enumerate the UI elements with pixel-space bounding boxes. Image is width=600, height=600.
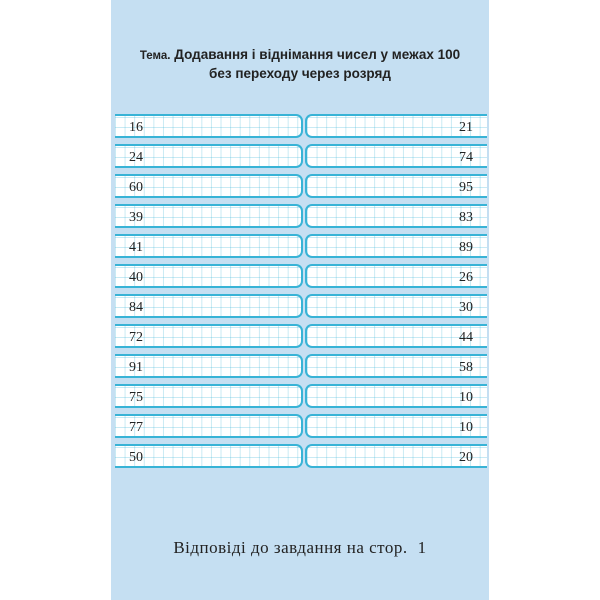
answer-row (111, 444, 489, 468)
answer-cell-left (115, 414, 303, 438)
answer-cell-left (115, 174, 303, 198)
answer-value-right: 83 (459, 210, 473, 225)
answer-cell-left (115, 264, 303, 288)
answer-value-right: 74 (459, 150, 473, 165)
answer-value-right: 95 (459, 180, 473, 195)
answer-value-left: 40 (129, 270, 143, 285)
answer-cell-left (115, 324, 303, 348)
answer-cell-left (115, 234, 303, 258)
answer-row (111, 144, 489, 168)
answer-value-left: 75 (129, 390, 143, 405)
answer-row (111, 204, 489, 228)
answer-row (111, 174, 489, 198)
answer-value-left: 91 (129, 360, 143, 375)
page-title (111, 46, 489, 82)
answer-value-right: 20 (459, 450, 473, 465)
answer-cell-left (115, 354, 303, 378)
answer-value-right: 89 (459, 240, 473, 255)
title-line-2: без переходу через розряд (209, 66, 391, 81)
answer-grid (111, 114, 489, 468)
answer-cell-right (305, 174, 487, 198)
answer-cell-right (305, 144, 487, 168)
title-line-1: Додавання і віднімання чисел у межах 100 (174, 47, 461, 62)
answer-value-right: 30 (459, 300, 473, 315)
answer-card (111, 0, 489, 600)
answer-cell-right (305, 264, 487, 288)
answer-row (111, 384, 489, 408)
answer-cell-right (305, 294, 487, 318)
answer-cell-left (115, 144, 303, 168)
answer-cell-left (115, 294, 303, 318)
answer-cell-right (305, 444, 487, 468)
answer-cell-right (305, 384, 487, 408)
answer-value-left: 39 (129, 210, 143, 225)
answer-cell-right (305, 354, 487, 378)
answer-cell-right (305, 234, 487, 258)
answer-row (111, 354, 489, 378)
answers-footer (111, 538, 489, 558)
answer-value-left: 77 (129, 420, 143, 435)
answer-value-left: 72 (129, 330, 143, 345)
answer-value-left: 24 (129, 150, 143, 165)
answer-row (111, 414, 489, 438)
answer-row (111, 294, 489, 318)
answer-row (111, 234, 489, 258)
answer-row (111, 114, 489, 138)
answer-value-left: 60 (129, 180, 143, 195)
answer-cell-right (305, 414, 487, 438)
answer-cell-left (115, 384, 303, 408)
answer-row (111, 324, 489, 348)
answer-cell-left (115, 204, 303, 228)
footer-text: Відповіді до завдання на стор. (173, 538, 408, 557)
answer-value-right: 58 (459, 360, 473, 375)
answer-cell-left (115, 114, 303, 138)
answer-value-right: 44 (459, 330, 473, 345)
answer-value-left: 16 (129, 120, 143, 135)
answer-value-left: 41 (129, 240, 143, 255)
answer-cell-right (305, 324, 487, 348)
title-label: Тема. (139, 50, 171, 62)
answer-value-left: 50 (129, 450, 143, 465)
answer-cell-left (115, 444, 303, 468)
answer-value-right: 21 (459, 120, 473, 135)
answer-cell-right (305, 114, 487, 138)
footer-page-number: 1 (417, 538, 427, 557)
answer-value-right: 10 (459, 420, 473, 435)
answer-row (111, 264, 489, 288)
answer-value-right: 26 (459, 270, 473, 285)
answer-value-right: 10 (459, 390, 473, 405)
answer-cell-right (305, 204, 487, 228)
answer-value-left: 84 (129, 300, 143, 315)
